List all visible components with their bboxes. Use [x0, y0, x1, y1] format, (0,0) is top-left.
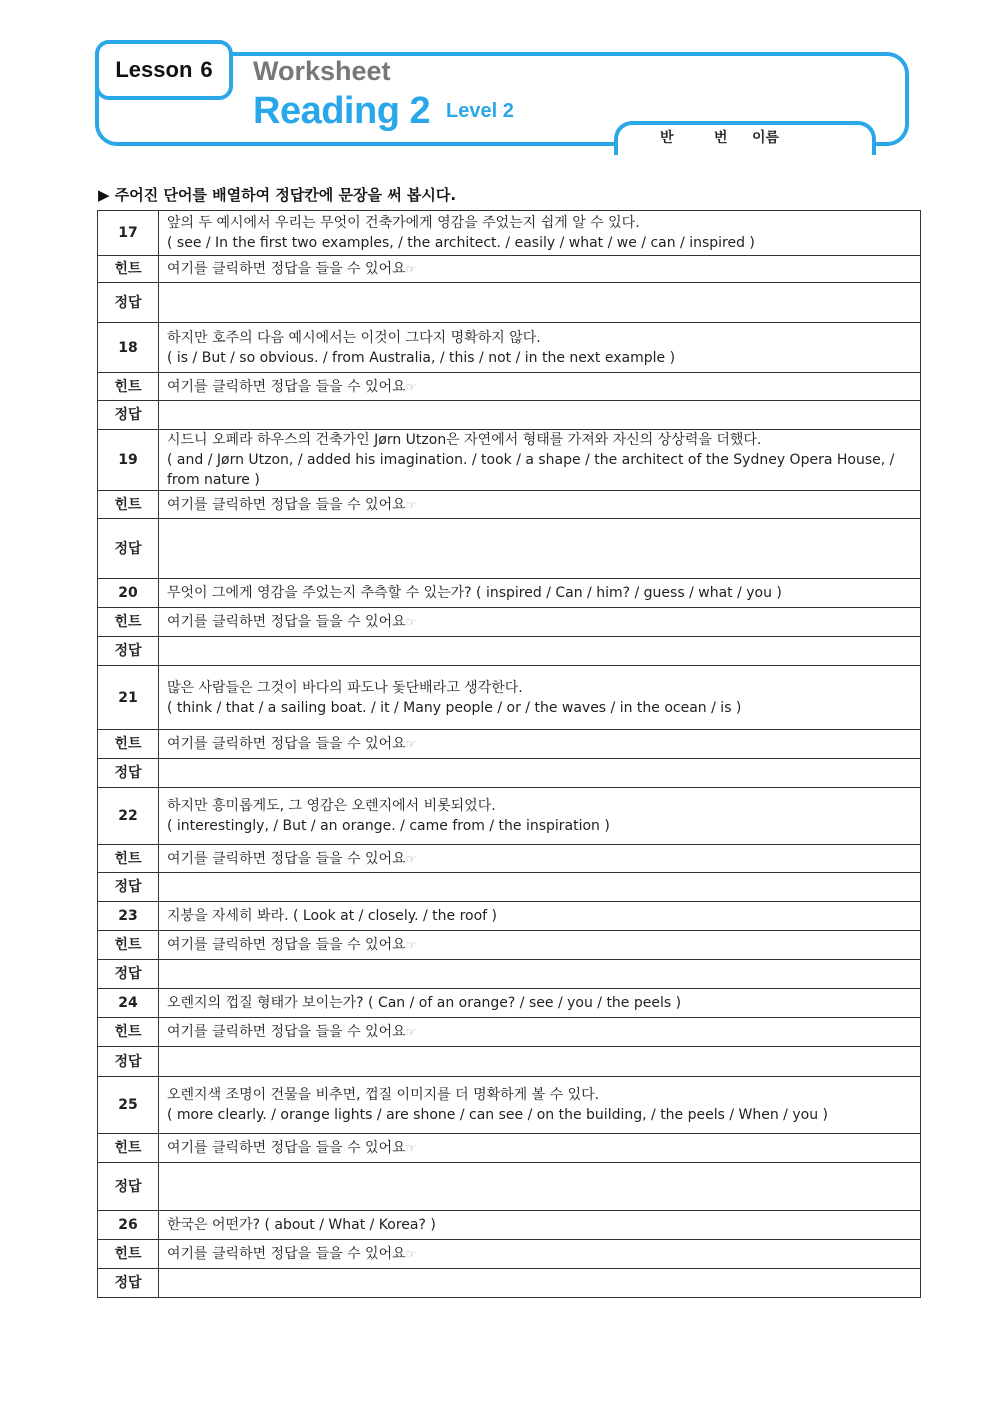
lesson-label: Lesson: [115, 57, 193, 82]
answer-label: 정답: [98, 283, 159, 323]
question-row: [98, 902, 921, 931]
answer-row: [98, 759, 921, 788]
answer-label: 정답: [98, 1163, 159, 1211]
question-text: [159, 1211, 921, 1240]
pointing-hand-icon[interactable]: ☞: [405, 379, 417, 394]
hint-label: 힌트: [98, 373, 159, 401]
hint-link[interactable]: [159, 1240, 921, 1269]
hint-text[interactable]: 여기를 클릭하면 정답을 들을 수 있어요: [167, 1246, 406, 1262]
question-line: 오렌지색 조명이 건물을 비추면, 껍질 이미지를 더 명확하게 볼 수 있다.: [167, 1087, 600, 1103]
answer-label: 정답: [98, 637, 159, 666]
answer-field[interactable]: [159, 960, 921, 989]
question-text: [159, 430, 921, 491]
question-line: ( see / In the first two examples, / the architect. / easily / what / we / can / inspired ): [167, 235, 755, 251]
pointing-hand-icon[interactable]: ☞: [405, 938, 417, 952]
question-row: [98, 579, 921, 608]
question-line: 무엇이 그에게 영감을 주었는지 추측할 수 있는가? ( inspired / Can / him? / guess / what / you ): [167, 585, 782, 601]
answer-row: [98, 1269, 921, 1298]
question-line: ( more clearly. / orange lights / are shone / can see / on the building, / the peels / When / you ): [167, 1107, 828, 1123]
question-number: 25: [98, 1077, 159, 1134]
question-line: 지붕을 자세히 봐라. ( Look at / closely. / the roof ): [167, 908, 497, 924]
pointing-hand-icon[interactable]: ☞: [405, 1025, 417, 1039]
question-line: ( is / But / so obvious. / from Australia, / this / not / in the next example ): [167, 349, 676, 366]
question-line: ( and / Jørn Utzon, / added his imagination. / took / a shape / the architect of the Sydney Opera House, / from nature ): [167, 452, 895, 488]
hint-label: 힌트: [98, 608, 159, 637]
lesson-number: 6: [200, 57, 213, 82]
question-row: [98, 788, 921, 845]
hint-link[interactable]: [159, 1018, 921, 1047]
answer-label: 정답: [98, 960, 159, 989]
answer-label: 정답: [98, 1269, 159, 1298]
answer-field[interactable]: [159, 283, 921, 323]
hint-text[interactable]: 여기를 클릭하면 정답을 들을 수 있어요: [167, 937, 406, 953]
question-row: [98, 211, 921, 256]
question-number: 19: [98, 430, 159, 491]
answer-label: 정답: [98, 401, 159, 430]
question-text: [159, 323, 921, 373]
hint-link[interactable]: [159, 931, 921, 960]
answer-field[interactable]: [159, 637, 921, 666]
question-row: [98, 1211, 921, 1240]
student-info-tab: [614, 121, 876, 155]
question-text: [159, 989, 921, 1018]
hint-row: [98, 491, 921, 519]
instruction: ▶ 주어진 단어를 배열하여 정답칸에 문장을 써 봅시다.: [98, 186, 457, 204]
hint-label: 힌트: [98, 931, 159, 960]
answer-label: 정답: [98, 759, 159, 788]
question-line: 오렌지의 껍질 형태가 보이는가? ( Can / of an orange? / see / you / the peels ): [167, 995, 682, 1011]
pointing-hand-icon[interactable]: ☞: [405, 497, 417, 512]
hint-label: 힌트: [98, 845, 159, 873]
hint-text[interactable]: 여기를 클릭하면 정답을 들을 수 있어요: [167, 850, 406, 867]
question-line: 앞의 두 예시에서 우리는 무엇이 건축가에게 영감을 주었는지 쉽게 알 수 있다.: [167, 215, 640, 231]
hint-row: [98, 1240, 921, 1269]
pointing-hand-icon[interactable]: ☞: [405, 615, 417, 629]
question-number: 26: [98, 1211, 159, 1240]
answer-label: 정답: [98, 873, 159, 902]
answer-row: [98, 401, 921, 430]
hint-row: [98, 256, 921, 283]
hint-label: 힌트: [98, 730, 159, 759]
hint-link[interactable]: [159, 373, 921, 401]
answer-row: [98, 1163, 921, 1211]
question-number: 24: [98, 989, 159, 1018]
hint-text[interactable]: 여기를 클릭하면 정답을 들을 수 있어요: [167, 736, 406, 752]
question-number: 21: [98, 666, 159, 730]
question-text: [159, 788, 921, 845]
lesson-badge: [95, 40, 233, 100]
answer-label: 정답: [98, 1047, 159, 1077]
hint-label: 힌트: [98, 256, 159, 283]
number-label: 번: [714, 130, 728, 146]
answer-row: [98, 637, 921, 666]
answer-field[interactable]: [159, 1269, 921, 1298]
answer-row: [98, 283, 921, 323]
question-line: 하지만 흥미롭게도, 그 영감은 오렌지에서 비롯되었다.: [167, 798, 496, 814]
worksheet-table: [97, 210, 921, 1298]
worksheet-title: Worksheet: [253, 56, 391, 86]
answer-field[interactable]: [159, 519, 921, 579]
answer-row: [98, 519, 921, 579]
hint-row: [98, 845, 921, 873]
hint-row: [98, 608, 921, 637]
answer-field[interactable]: [159, 401, 921, 430]
pointing-hand-icon[interactable]: ☞: [405, 262, 417, 276]
hint-row: [98, 931, 921, 960]
answer-row: [98, 873, 921, 902]
hint-text[interactable]: 여기를 클릭하면 정답을 들을 수 있어요: [167, 496, 406, 513]
question-row: [98, 666, 921, 730]
question-row: [98, 323, 921, 373]
question-text: [159, 902, 921, 931]
reading-title: Reading 2: [253, 90, 431, 132]
pointing-hand-icon[interactable]: ☞: [405, 1247, 417, 1261]
hint-text[interactable]: 여기를 클릭하면 정답을 들을 수 있어요: [167, 1024, 406, 1040]
question-row: [98, 989, 921, 1018]
hint-link[interactable]: [159, 730, 921, 759]
hint-label: 힌트: [98, 1240, 159, 1269]
question-line: 시드니 오페라 하우스의 건축가인 Jørn Utzon은 자연에서 형태를 가져와 자신의 상상력을 더했다.: [167, 432, 762, 448]
hint-text[interactable]: 여기를 클릭하면 정답을 들을 수 있어요: [167, 378, 406, 395]
question-text: [159, 211, 921, 256]
question-number: 20: [98, 579, 159, 608]
hint-text[interactable]: 여기를 클릭하면 정답을 들을 수 있어요: [167, 614, 406, 630]
question-number: 18: [98, 323, 159, 373]
question-line: ( interestingly, / But / an orange. / came from / the inspiration ): [167, 818, 610, 834]
question-line: 많은 사람들은 그것이 바다의 파도나 돛단배라고 생각한다.: [167, 679, 523, 696]
hint-label: 힌트: [98, 491, 159, 519]
question-row: [98, 430, 921, 491]
question-line: 하지만 호주의 다음 예시에서는 이것이 그다지 명확하지 않다.: [167, 329, 541, 346]
hint-row: [98, 1134, 921, 1163]
question-number: 22: [98, 788, 159, 845]
hint-link[interactable]: [159, 845, 921, 873]
question-number: 17: [98, 211, 159, 256]
question-line: ( think / that / a sailing boat. / it / Many people / or / the waves / in the ocean / is ): [167, 699, 742, 716]
answer-field[interactable]: [159, 873, 921, 902]
class-label: 반: [660, 130, 674, 146]
level-label: Level 2: [446, 100, 514, 122]
answer-row: [98, 1047, 921, 1077]
answer-field[interactable]: [159, 759, 921, 788]
answer-label: 정답: [98, 519, 159, 579]
question-text: [159, 1077, 921, 1134]
answer-field[interactable]: [159, 1163, 921, 1211]
hint-row: [98, 1018, 921, 1047]
hint-label: 힌트: [98, 1134, 159, 1163]
hint-row: [98, 730, 921, 759]
hint-link[interactable]: [159, 491, 921, 519]
hint-text[interactable]: 여기를 클릭하면 정답을 들을 수 있어요: [167, 261, 406, 277]
question-row: [98, 1077, 921, 1134]
hint-link[interactable]: [159, 256, 921, 283]
answer-field[interactable]: [159, 1047, 921, 1077]
hint-row: [98, 373, 921, 401]
hint-label: 힌트: [98, 1018, 159, 1047]
pointing-hand-icon[interactable]: ☞: [405, 851, 417, 866]
question-text: [159, 579, 921, 608]
name-label: 이름: [752, 130, 780, 146]
question-text: [159, 666, 921, 730]
hint-link[interactable]: [159, 1134, 921, 1163]
question-line: 한국은 어떤가? ( about / What / Korea? ): [167, 1217, 436, 1233]
question-number: 23: [98, 902, 159, 931]
pointing-hand-icon[interactable]: ☞: [405, 737, 417, 751]
answer-row: [98, 960, 921, 989]
hint-text[interactable]: 여기를 클릭하면 정답을 들을 수 있어요: [167, 1140, 406, 1156]
pointing-hand-icon[interactable]: ☞: [405, 1141, 417, 1155]
hint-link[interactable]: [159, 608, 921, 637]
